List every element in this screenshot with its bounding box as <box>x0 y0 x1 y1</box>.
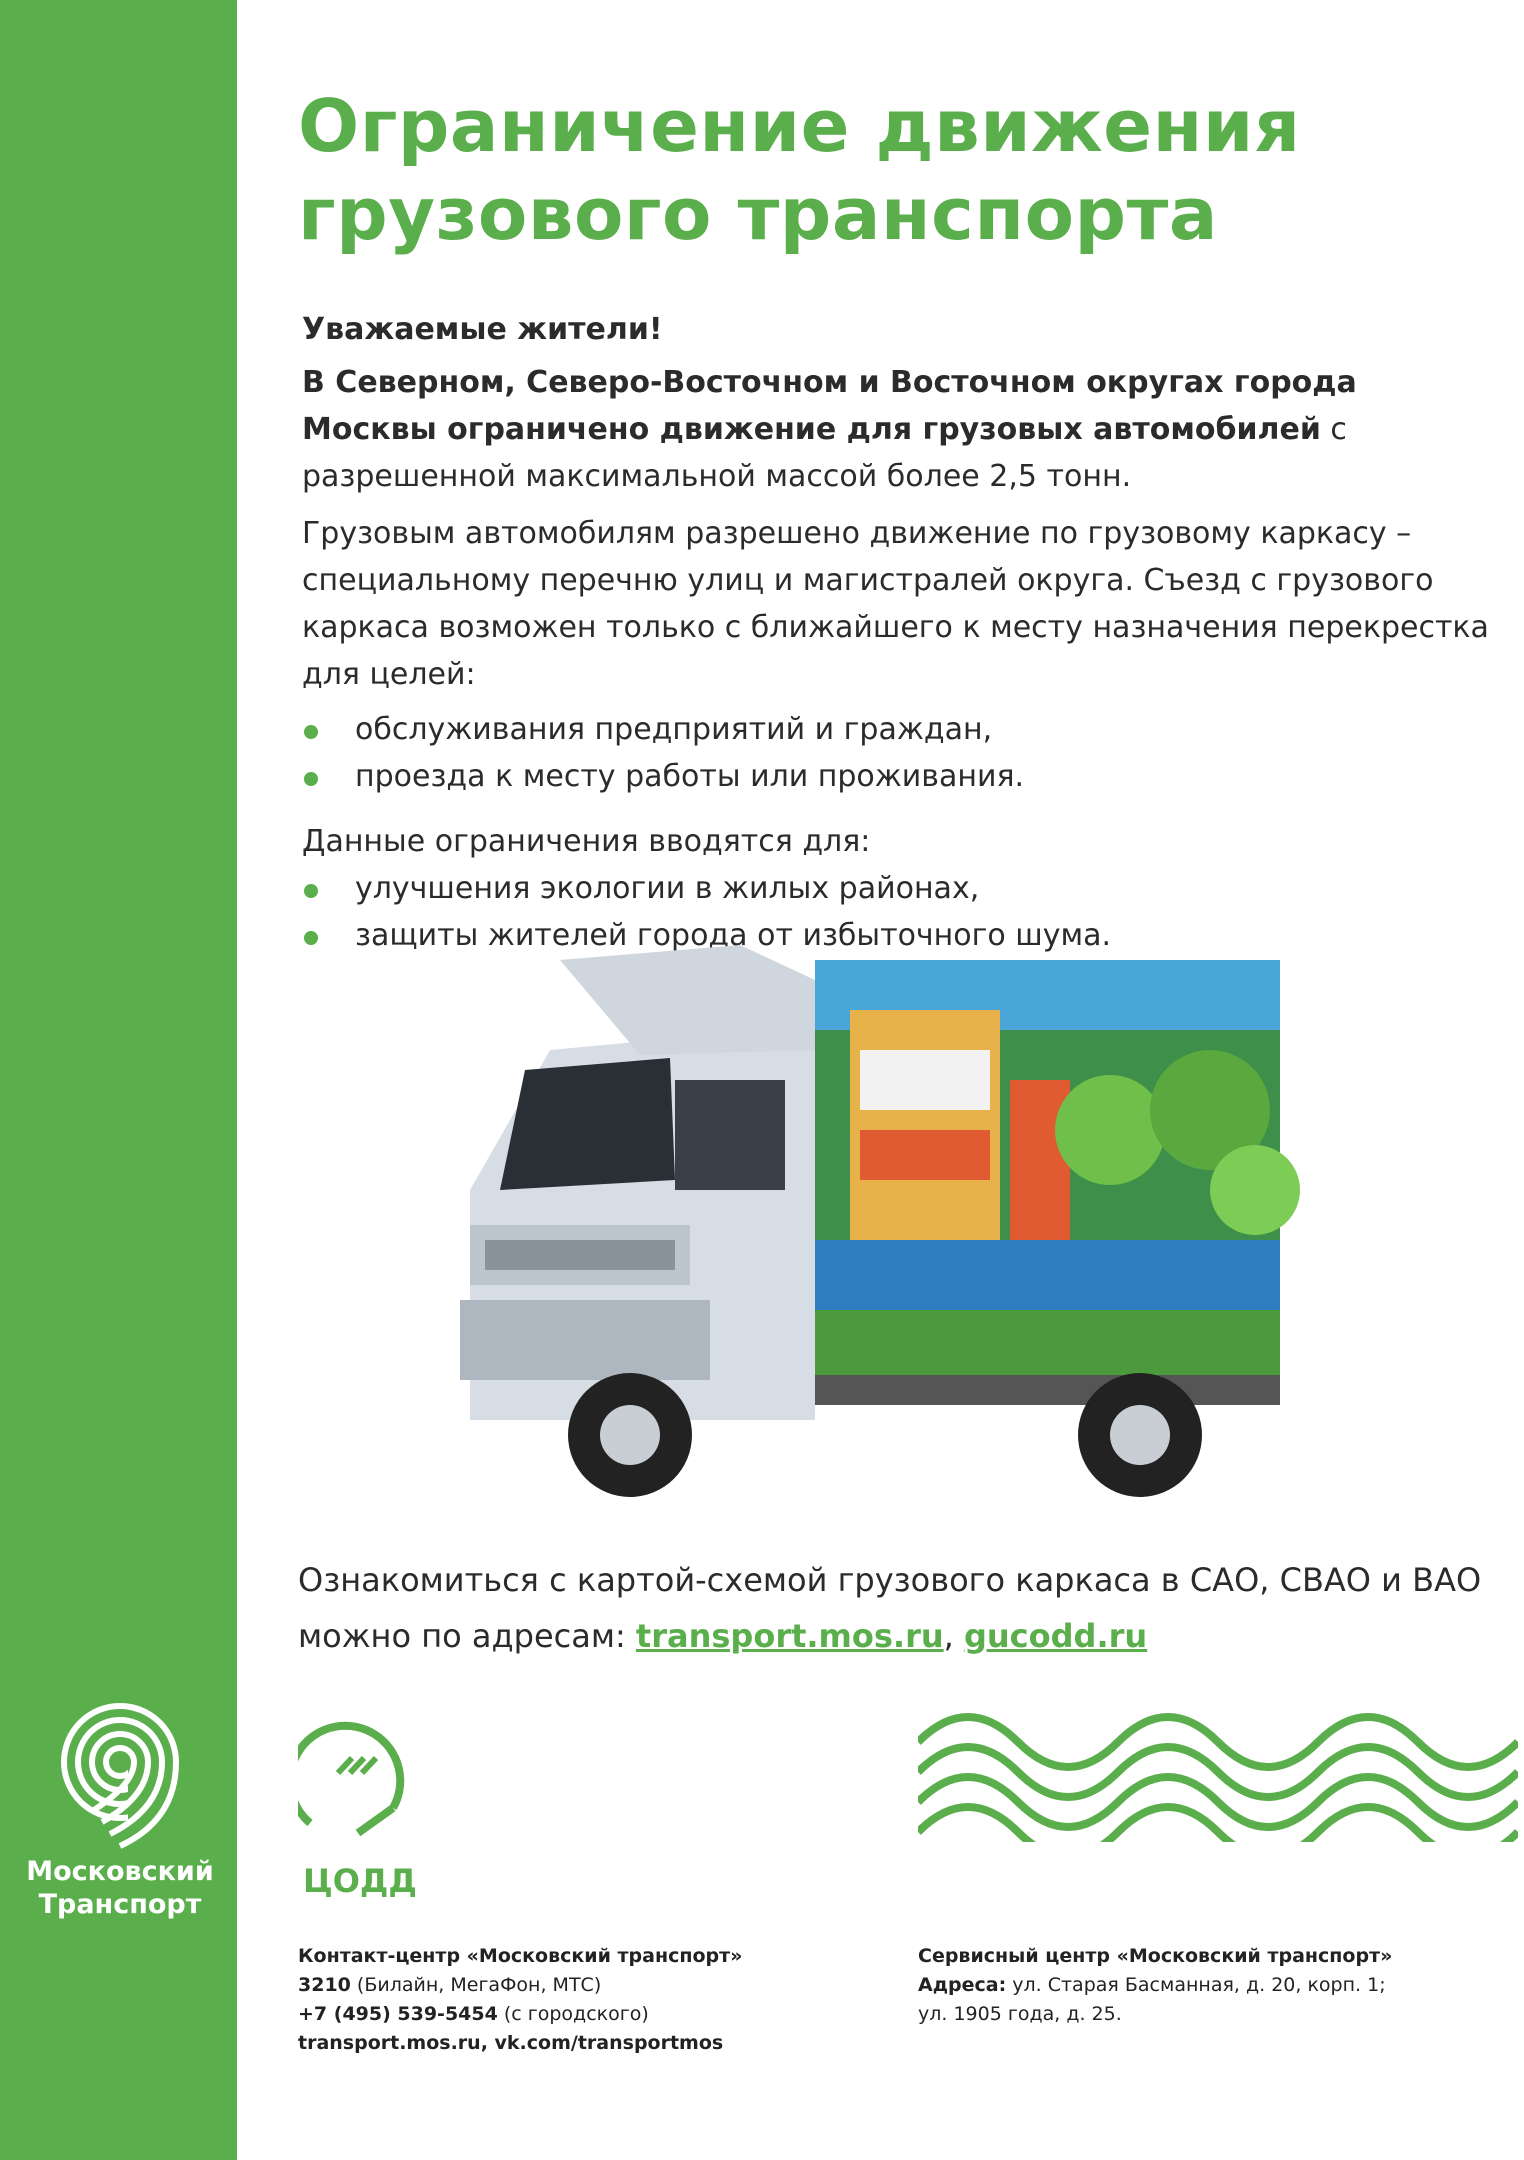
links-line2 <box>298 1608 1498 1664</box>
service-center-block <box>918 1942 1478 2029</box>
contact-center-block <box>298 1942 858 2058</box>
links-prefix: можно по адресам: <box>298 1617 636 1655</box>
list-item: защиты жителей города от избыточного шума. <box>302 912 1492 959</box>
phone-short-line <box>298 1971 858 2000</box>
address-line1 <box>918 1971 1478 2000</box>
list-item: обслуживания предприятий и граждан, <box>302 706 1492 753</box>
address-label: Адреса: <box>918 1974 1007 1996</box>
purposes-list <box>302 706 1492 800</box>
transport-mos-link[interactable]: transport.mos.ru <box>635 1617 944 1655</box>
address-line2: ул. 1905 года, д. 25. <box>918 2003 1122 2025</box>
phone-full-line <box>298 2000 858 2029</box>
codd-label: ЦОДД <box>303 1862 417 1900</box>
lead-paragraph <box>302 359 1492 500</box>
main-content <box>302 306 1492 977</box>
links-section <box>298 1552 1498 1664</box>
lead-rest: с разрешенной максимальной массой более 2,5 тонн. <box>302 412 1347 494</box>
truck-illustration <box>410 940 1310 1530</box>
cargo-frame-paragraph: Грузовым автомобилям разрешено движение по грузовому каркасу – специальному перечню улиц и магистралей округа. Съезд с грузового каркаса возможен только с ближайшего к месту назначения перекрестка для целей: <box>302 516 1489 692</box>
lead-bold: В Северном, Северо-Восточном и Восточном округах города Москвы ограничено движение для грузовых автомобилей <box>302 365 1357 447</box>
list-item: улучшения экологии в жилых районах, <box>302 865 1492 912</box>
moscow-transport-logo-text <box>20 1855 220 1921</box>
gucodd-link[interactable]: gucodd.ru <box>963 1617 1148 1655</box>
phone-full: +7 (495) 539-5454 <box>298 2003 498 2025</box>
reasons-intro: Данные ограничения вводятся для: <box>302 824 871 859</box>
logo-text-line1: Московский <box>26 1856 214 1887</box>
phone-short: 3210 <box>298 1974 351 1996</box>
service-center-title: Сервисный центр «Московский транспорт» <box>918 1945 1393 1967</box>
sidebar <box>0 0 237 2160</box>
logo-text-line2: Транспорт <box>38 1889 202 1920</box>
links-line1: Ознакомиться с картой-схемой грузового каркаса в САО, СВАО и ВАО <box>298 1561 1482 1599</box>
phone-full-note: (с городского) <box>497 2003 649 2025</box>
greeting: Уважаемые жители! <box>302 312 663 347</box>
address-1: ул. Старая Басманная, д. 20, корп. 1; <box>1006 1974 1386 1996</box>
moscow-transport-logo <box>50 1700 190 1850</box>
contact-center-title: Контакт-центр «Московский транспорт» <box>298 1945 743 1967</box>
decorative-wave-pattern <box>918 1702 1518 1842</box>
codd-logo <box>298 1708 428 1838</box>
links-separator: , <box>943 1617 964 1655</box>
title-line2: грузового транспорта <box>298 172 1218 256</box>
phone-short-note: (Билайн, МегаФон, МТС) <box>350 1974 602 1996</box>
title-line1: Ограничение движения <box>298 84 1301 168</box>
page-title <box>298 82 1478 258</box>
list-item: проезда к месту работы или проживания. <box>302 753 1492 800</box>
contact-sites: transport.mos.ru, vk.com/transportmos <box>298 2032 724 2054</box>
